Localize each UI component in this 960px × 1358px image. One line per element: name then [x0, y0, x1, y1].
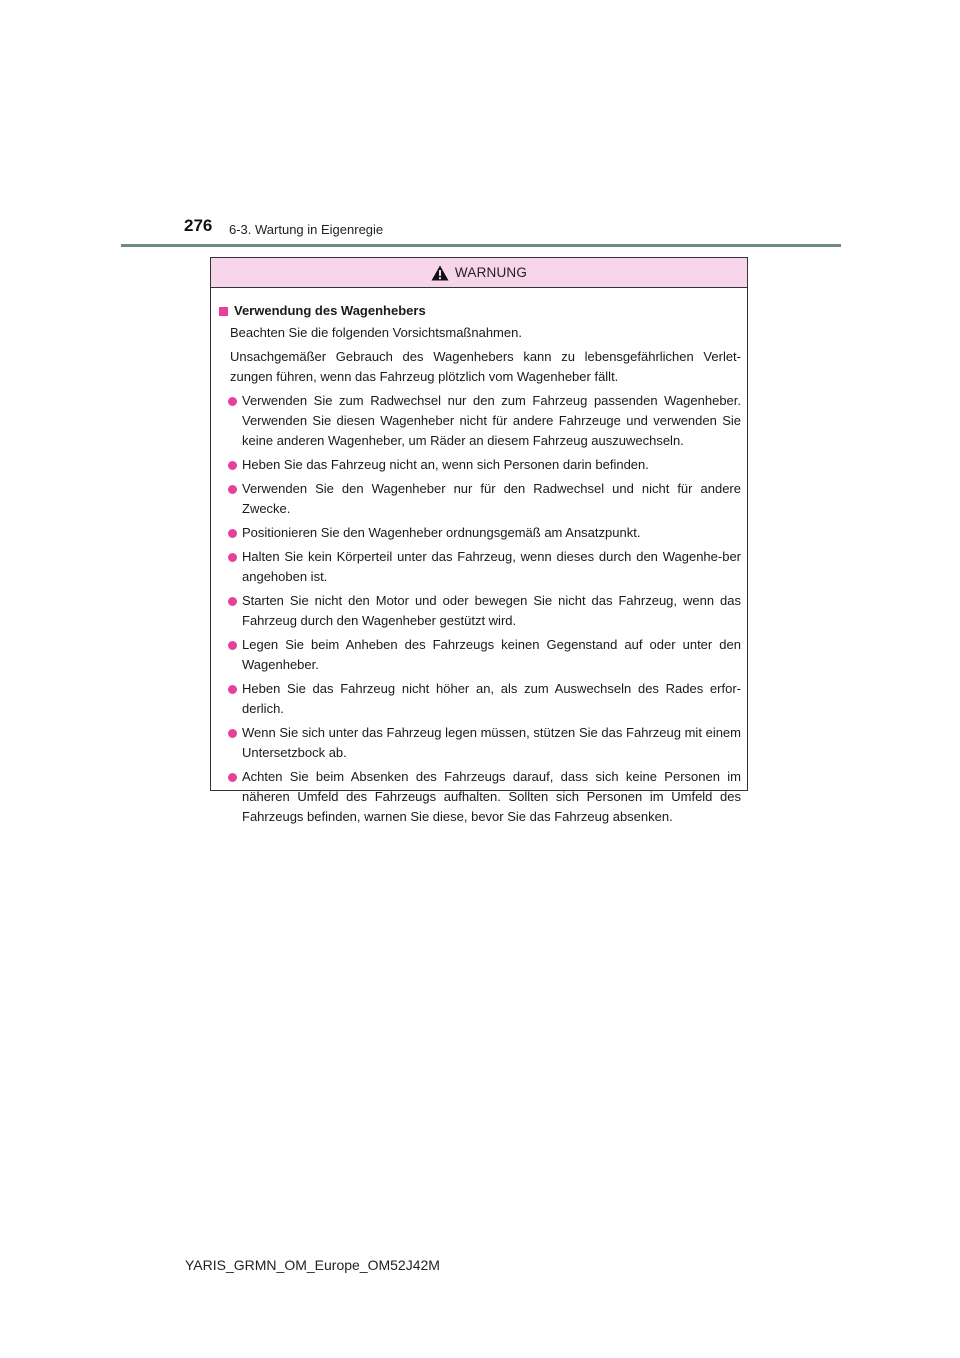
- round-bullet-icon: [228, 729, 237, 738]
- intro-line-1: Beachten Sie die folgenden Vorsichtsmaßnahmen.: [230, 325, 522, 340]
- list-item: [219, 591, 741, 631]
- round-bullet-icon: [228, 597, 237, 606]
- round-bullet-icon: [228, 485, 237, 494]
- list-item: [219, 635, 741, 675]
- round-bullet-icon: [228, 461, 237, 470]
- list-item-text: Legen Sie beim Anheben des Fahrzeugs keinen Gegenstand auf oder unter den Wagenheber.: [242, 637, 741, 672]
- list-item: [219, 767, 741, 827]
- warning-box: [210, 257, 748, 824]
- list-item-text: Verwenden Sie den Wagenheber nur für den Radwechsel und nicht für andere Zwecke.: [242, 481, 741, 516]
- document-code: YARIS_GRMN_OM_Europe_OM52J42M: [185, 1257, 440, 1273]
- list-item: [219, 479, 741, 519]
- round-bullet-icon: [228, 553, 237, 562]
- list-item-text: Heben Sie das Fahrzeug nicht an, wenn sich Personen darin befinden.: [242, 457, 649, 472]
- square-bullet-icon: [219, 307, 228, 316]
- list-item-text: Halten Sie kein Körperteil unter das Fahrzeug, wenn dieses durch den Wagenhe-ber angehoben ist.: [242, 549, 741, 584]
- page-number: 276: [184, 216, 213, 235]
- precaution-list: [219, 391, 741, 827]
- list-item-text: Wenn Sie sich unter das Fahrzeug legen müssen, stützen Sie das Fahrzeug mit einem Untersetzbock ab.: [242, 725, 741, 760]
- section-title: 6-3. Wartung in Eigenregie: [229, 222, 384, 237]
- round-bullet-icon: [228, 685, 237, 694]
- list-item: [219, 523, 741, 543]
- list-item: [219, 547, 741, 587]
- list-item: [219, 723, 741, 763]
- list-item-text: Starten Sie nicht den Motor und oder bewegen Sie nicht das Fahrzeug, wenn das Fahrzeug durch den Wagenheber gestützt wird.: [242, 593, 741, 628]
- warning-header: [211, 258, 747, 288]
- list-item-text: Heben Sie das Fahrzeug nicht höher an, als zum Auswechseln des Rades erfor-derlich.: [242, 681, 741, 716]
- topic-heading-text: Verwendung des Wagenhebers: [234, 303, 426, 318]
- list-item: [219, 679, 741, 719]
- topic-heading: [219, 301, 741, 321]
- list-item-text: Achten Sie beim Absenken des Fahrzeugs darauf, dass sich keine Personen im näheren Umfeld des Fahrzeugs aufhalten. Sollten sich Personen im Umfeld des Fahrzeugs befinden, warnen Sie diese, bevor Sie das Fahrzeug absenken.: [242, 769, 741, 824]
- round-bullet-icon: [228, 641, 237, 650]
- list-item: [219, 391, 741, 451]
- header-divider: [121, 244, 841, 247]
- list-item-text: Verwenden Sie zum Radwechsel nur den zum Fahrzeug passenden Wagenheber. Verwenden Sie diesen Wagenheber nicht für andere Fahrzeuge und verwenden Sie keine anderen Wagenheber, um Räder an diesem Fahrzeug auszuwechseln.: [242, 393, 741, 448]
- warning-triangle-icon: [431, 265, 449, 281]
- round-bullet-icon: [228, 529, 237, 538]
- list-item-text: Positionieren Sie den Wagenheber ordnungsgemäß am Ansatzpunkt.: [242, 525, 641, 540]
- warning-title: WARNUNG: [454, 265, 528, 280]
- list-item: [219, 455, 741, 475]
- round-bullet-icon: [228, 773, 237, 782]
- warning-body: [211, 288, 747, 827]
- intro-line-2: Unsachgemäßer Gebrauch des Wagenhebers kann zu lebensgefährlichen Verlet-zungen führen, wenn das Fahrzeug plötzlich vom Wagenheber fällt.: [230, 349, 741, 384]
- round-bullet-icon: [228, 397, 237, 406]
